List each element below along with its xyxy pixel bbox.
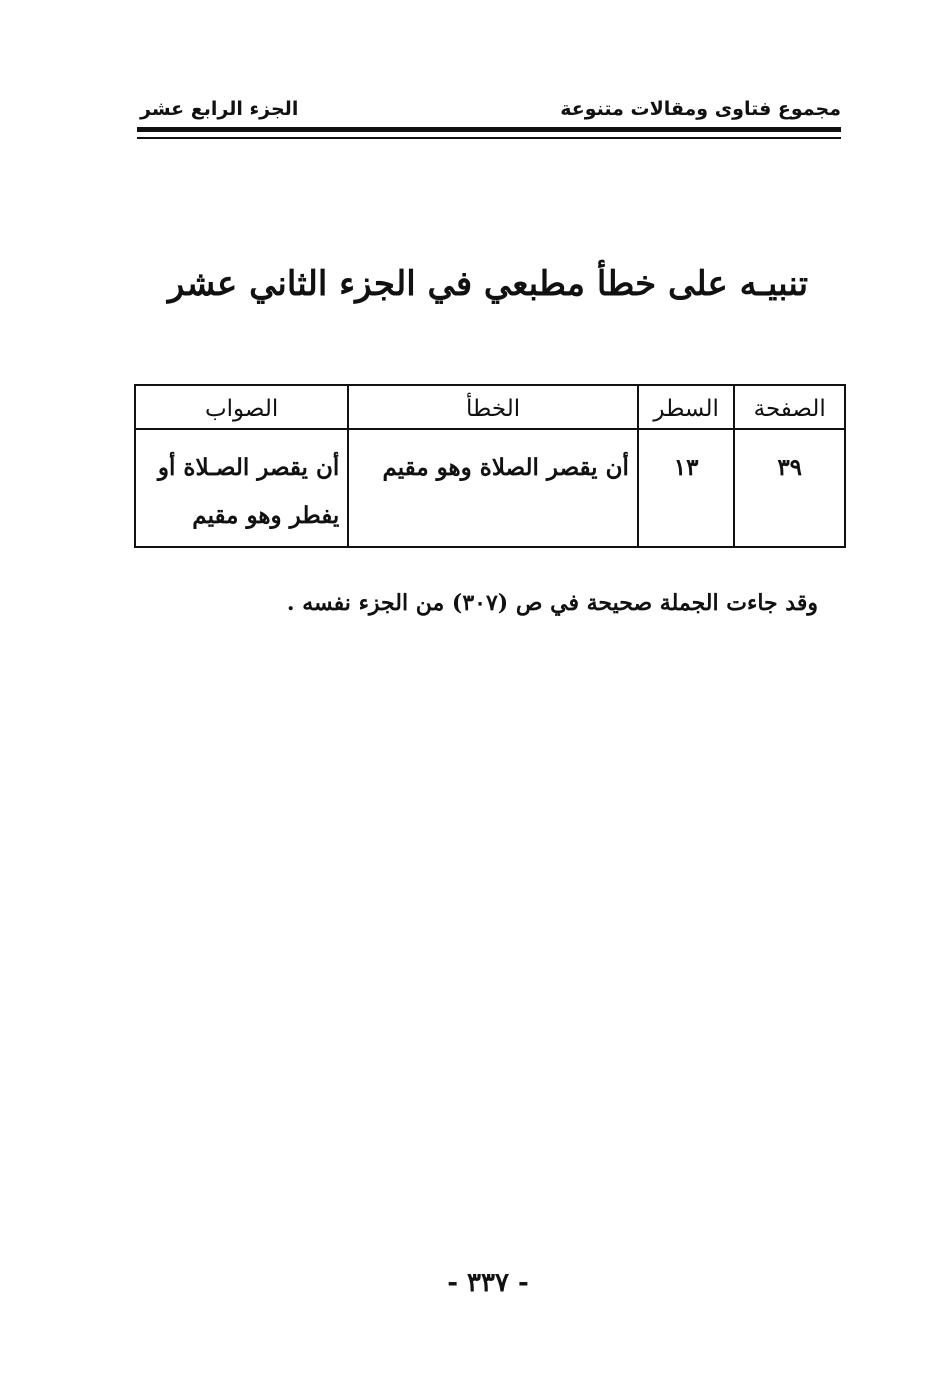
column-header-wrong: الخطأ [348,385,638,429]
header-rule [137,127,841,132]
errata-header-row [135,385,845,429]
cell-wrong: أن يقصر الصلاة وهو مقيم [348,429,638,547]
cell-page: ٣٩ [734,429,845,547]
table-row [135,429,845,547]
page-title: تنبيـه على خطأ مطبعي في الجزء الثاني عشر [167,264,809,304]
column-header-page: الصفحة [734,385,845,429]
page-number: - ٣٣٧ - [447,1268,529,1298]
column-header-right: الصواب [135,385,348,429]
running-header-book-title: مجموع فتاوى ومقالات متنوعة [560,98,841,120]
errata-table [134,384,846,548]
running-header-volume: الجزء الرابع عشر [140,98,299,120]
cell-right: أن يقصر الصـلاة أو يفطر وهو مقيم [135,429,348,547]
column-header-line: السطر [638,385,735,429]
header-rule-thin [137,137,841,139]
cell-line: ١٣ [638,429,735,547]
correction-note: وقد جاءت الجملة صحيحة في ص (٣٠٧) من الجزء نفسه . [286,590,818,616]
